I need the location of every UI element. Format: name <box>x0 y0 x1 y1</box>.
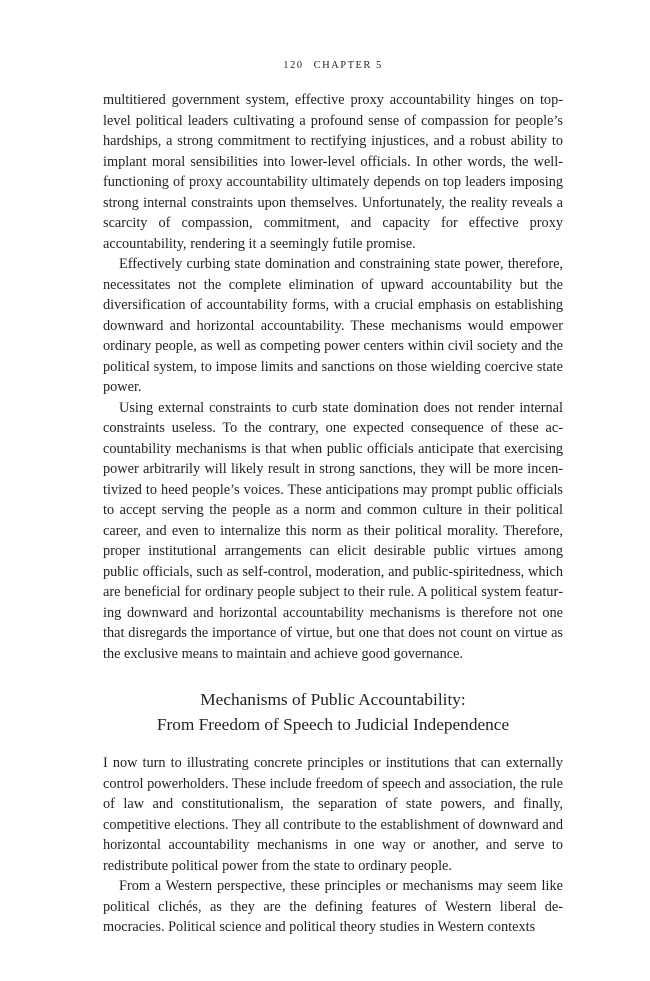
page-number: 120 <box>283 60 304 71</box>
running-head <box>103 60 563 71</box>
paragraph-continued: multitiered government system, effective proxy accountability hinges on top-level political leaders cultivating a profound sense of compassion for people’s hardships, a strong commitment to rectifying injustices, and a robust ability to implant moral sensibilities into lower-level officials. In other words, the well-functioning of proxy accountability ultimately depends on top leaders imposing strong internal constraints upon themselves. Unfortunately, the reality reveals a scarcity of compassion, commitment, and capacity for effective proxy accountability, rendering it a seemingly futile promise. <box>103 92 563 252</box>
paragraph: I now turn to illustrating concrete principles or institutions that can externally control powerholders. These include freedom of speech and association, the rule of law and constitutionalism, the separation of state powers, and finally, competitive elections. They all contribute to the establishment of downward and horizontal accountability mechanisms in one way or another, and serve to redistribute political power from the state to ordinary people. <box>103 755 563 874</box>
paragraph: Using external constraints to curb state domination does not render internal constraints useless. To the contrary, one expected consequence of these accountability mechanisms is that when public officials anticipate that exercising power arbitrarily will likely result in strong sanctions, they will be more incentivized to heed people’s voices. These anticipations may prompt public officials to accept serving the people as a norm and common culture in their political career, and even to internalize this norm as their political morality. Therefore, proper institutional arrangements can elicit desirable public virtues among public officials, such as self-control, moderation, and public-spiritedness, which are beneficial for ordinary people subject to their rule. A political system featuring downward and horizontal accountability mechanisms is therefore not one that disregards the importance of virtue, but one that does not count on virtue as the exclusive means to maintain and achieve good governance. <box>103 399 563 662</box>
paragraph: Effectively curbing state domination and constraining state power, therefore, necessitates not the complete elimination of upward accountability but the diversification of accountability forms, with a crucial emphasis on establishing downward and horizontal accountability. These mechanisms would empower ordinary people, as well as competing power centers within civil society and the political system, to impose limits and sanctions on those wielding coercive state power. <box>103 256 563 395</box>
section-heading-line-2: From Freedom of Speech to Judicial Independence <box>156 715 510 734</box>
section-heading-line-1: Mechanisms of Public Accountability: <box>200 690 466 709</box>
body-text <box>103 90 563 938</box>
paragraph: From a Western perspective, these principles or mechanisms may seem like political clichés, as they are the defining features of Western liberal democracies. Political science and political theory studies in Western contexts <box>103 878 563 935</box>
section-heading <box>103 687 563 737</box>
chapter-label: CHAPTER 5 <box>313 60 383 71</box>
